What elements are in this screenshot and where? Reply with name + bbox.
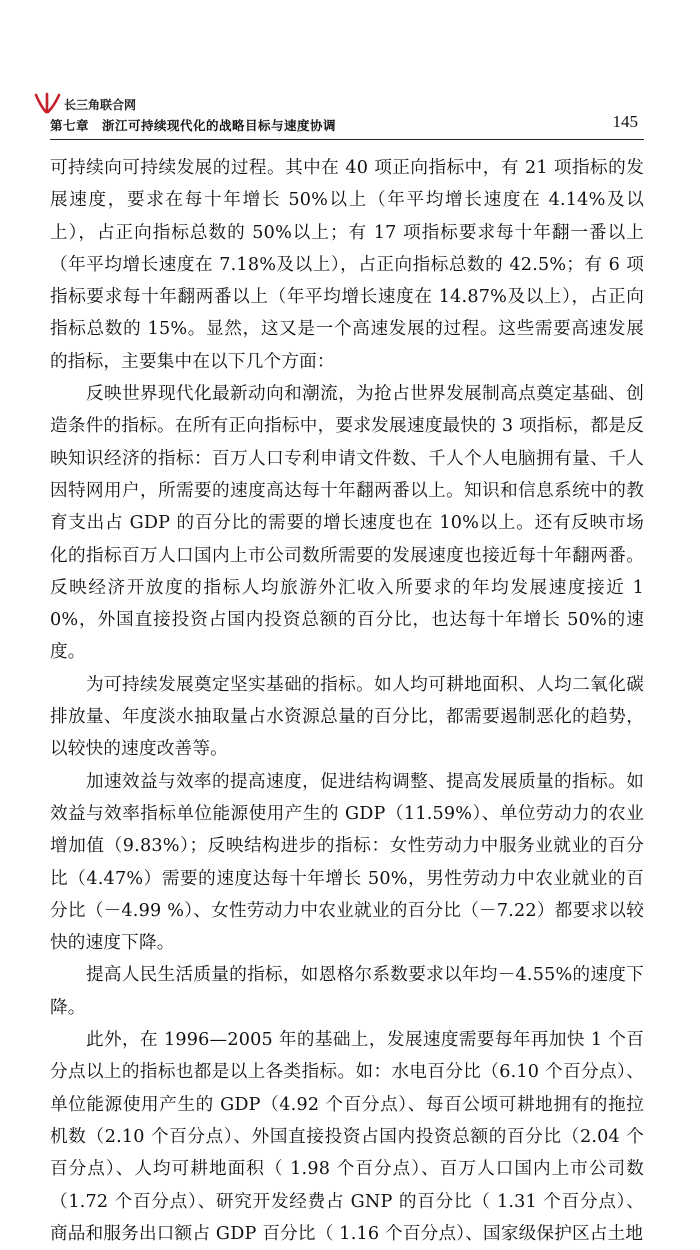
header-rule [50, 139, 644, 140]
running-header-chapter-title: 第七章 浙江可持续现代化的战略目标与速度协调 [50, 118, 337, 133]
paragraph: 加速效益与效率的提高速度，促进结构调整、提高发展质量的指标。如效益与效率指标单位能源使用产生的 GDP（11.59%）、单位劳动力的农业增加值（9.83%）；反映结构进步的指标：女性劳动力中服务业就业的百分比（4.47%）需要的速度达每十年增长 50%，男性劳动力中农业就业的百分比（－4.99 %）、女性劳动力中农业就业的百分比（－7.22）都要求以较快的速度下降。 [50, 771, 644, 954]
paragraph: 此外，在 1996—2005 年的基础上，发展速度需要每年再加快 1 个百分点以上的指标也都是以上各类指标。如：水电百分比（6.10 个百分点）、单位能源使用产生的 GDP（4.92 个百分点）、每百公顷可耕地拥有的拖拉机数（2.10 个百分点）、外国直接投资占国内投资总额的百分比（2.04 个百分点）、人均可耕地面积（ 1.98 个百分点）、百万人口国内上市公司数（1.72 个百分点）、研究开发经费占 GNP 的百分比（ 1.31 个百分点）、商品和服务出口额占 GDP 百分比（ 1.16 个百分点）、国家级保护区占土地 [50, 1030, 645, 1244]
paragraph: 提高人民生活质量的指标，如恩格尔系数要求以年均－4.55%的速度下降。 [50, 965, 644, 1018]
paragraph: 反映世界现代化最新动向和潮流，为抢占世界发展制高点奠定基础、创造条件的指标。在所有正向指标中，要求发展速度最快的 3 项指标，都是反映知识经济的指标：百万人口专利申请文件数、千人个人电脑拥有量、千人因特网用户，所需要的速度高达每十年翻两番以上。知识和信息系统中的教育支出占 GDP 的百分比的需要的增长速度也在 10%以上。还有反映市场化的指标百万人口国内上市公司数所需要的发展速度也接近每十年翻两番。反映经济开放度的指标人均旅游外汇收入所要求的年均发展速度接近 10%，外国直接投资占国内投资总额的百分比，也达每十年增长 50%的速度。 [50, 384, 644, 663]
page-number: 145 [612, 112, 638, 131]
paragraph: 为可持续发展奠定坚实基础的指标。如人均可耕地面积、人均二氧化碳排放量、年度淡水抽取量占水资源总量的百分比，都需要遏制恶化的趋势，以较快的速度改善等。 [50, 674, 644, 760]
body-text [50, 152, 644, 1250]
paragraph: 可持续向可持续发展的过程。其中在 40 项正向指标中，有 21 项指标的发展速度，要求在每十年增长 50%以上（年平均增长速度在 4.14%及以上），占正向指标总数的 50%以上；有 17 项指标要求每十年翻一番以上（年平均增长速度在 7.18%及以上），占正向指标总数的 42.5%；有 6 项指标要求每十年翻两番以上（年平均增长速度在 14.87%及以上），占正向指标总数的 15%。显然，这又是一个高速发展的过程。这些需要高速发展的指标，主要集中在以下几个方面： [50, 158, 644, 372]
site-logo-icon [34, 92, 62, 114]
site-logo-text: 长三角联合网 [64, 98, 137, 112]
